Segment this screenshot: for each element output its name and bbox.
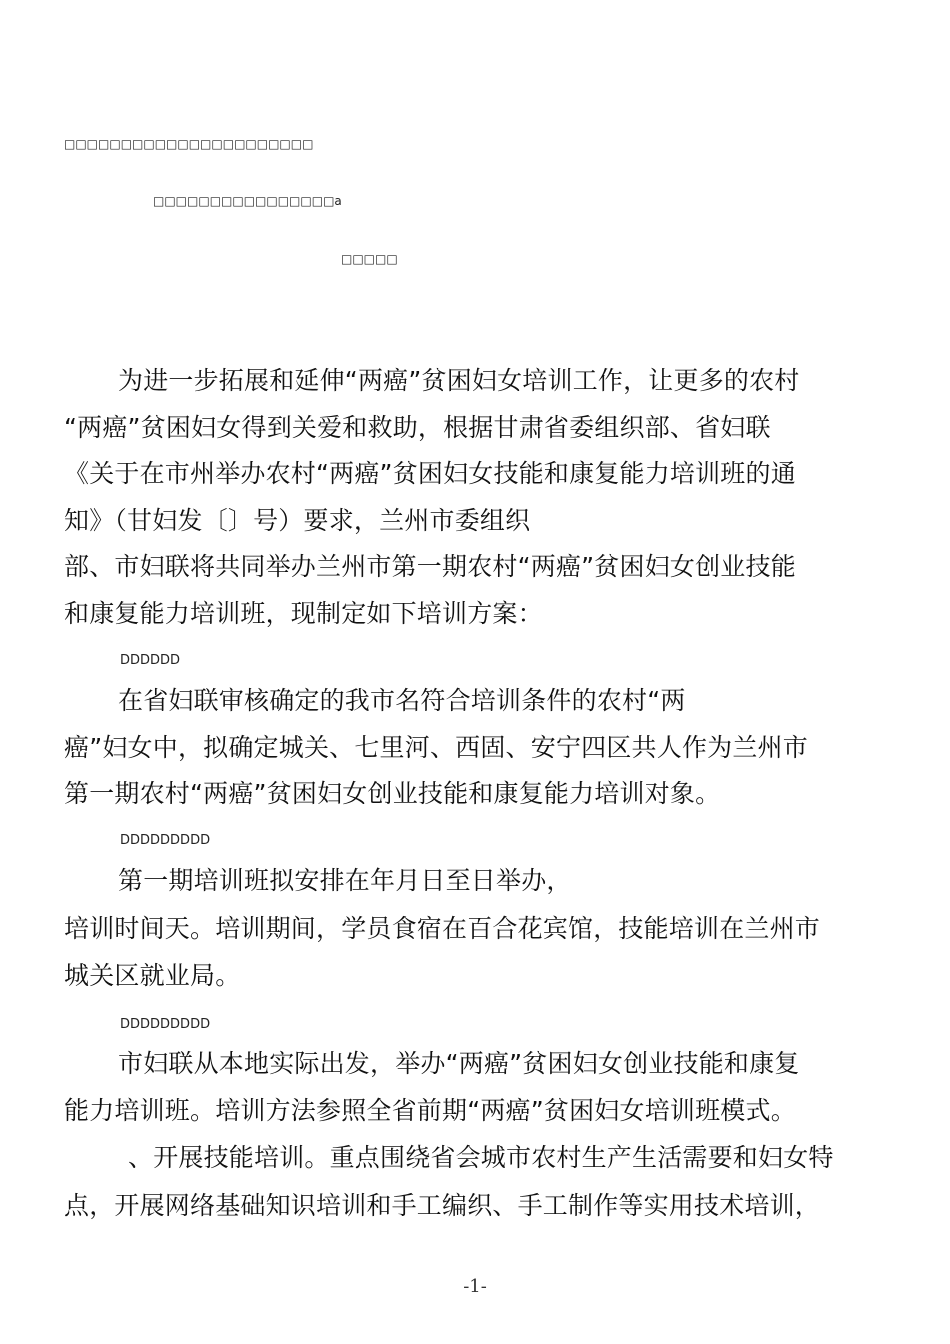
body-line-1: 为进一步拓展和延伸“两癌”贫困妇女培训工作，让更多的农村 [118,366,800,395]
body-line-5: 部、市妇联将共同举办兰州市第一期农村“两癌”贫困妇女创业技能 [64,552,796,581]
page-number: -1- [463,1276,487,1297]
body-line-2: “两癌”贫困妇女得到关爱和救助，根据甘肃省委组织部、省妇联 [64,413,771,442]
section-tag-1: DDDDDD [120,653,181,668]
section3-line-3: 、开展技能培训。重点围绕省会城市农村生产生活需要和妇女特 [128,1143,834,1172]
section3-line-2: 能力培训班。培训方法参照全省前期“两癌”贫困妇女培训班模式。 [64,1096,796,1125]
section3-line-4: 点，开展网络基础知识培训和手工编织、手工制作等实用技术培训， [64,1191,821,1220]
section-tag-2: DDDDDDDDD [120,833,211,848]
section2-line-2: 培训时间天。培训期间，学员食宿在百合花宾馆，技能培训在兰州市 [64,914,821,943]
header-line-2: □□□□□□□□□□□□□□□□a [153,194,342,208]
section3-line-1: 市妇联从本地实际出发，举办“两癌”贫困妇女创业技能和康复 [118,1049,800,1078]
header-line-1: □□□□□□□□□□□□□□□□□□□□□□ [64,137,314,151]
header-line-3: □□□□□ [341,252,398,266]
section1-line-2: 癌”妇女中，拟确定城关、七里河、西固、安宁四区共人作为兰州市 [64,733,808,762]
section-tag-3: DDDDDDDDD [120,1017,211,1032]
section2-line-3: 城关区就业局。 [64,961,241,990]
section1-line-1: 在省妇联审核确定的我市名符合培训条件的农村“两 [118,686,686,715]
body-line-6: 和康复能力培训班，现制定如下培训方案： [64,599,543,628]
section2-line-1: 第一期培训班拟安排在年月日至日举办， [118,866,572,895]
body-line-4: 知》（甘妇发〔〕号）要求，兰州市委组织 [64,506,531,535]
section1-line-3: 第一期农村“两癌”贫困妇女创业技能和康复能力培训对象。 [64,779,721,808]
body-line-3: 《关于在市州举办农村“两癌”贫困妇女技能和康复能力培训班的通 [64,459,796,488]
